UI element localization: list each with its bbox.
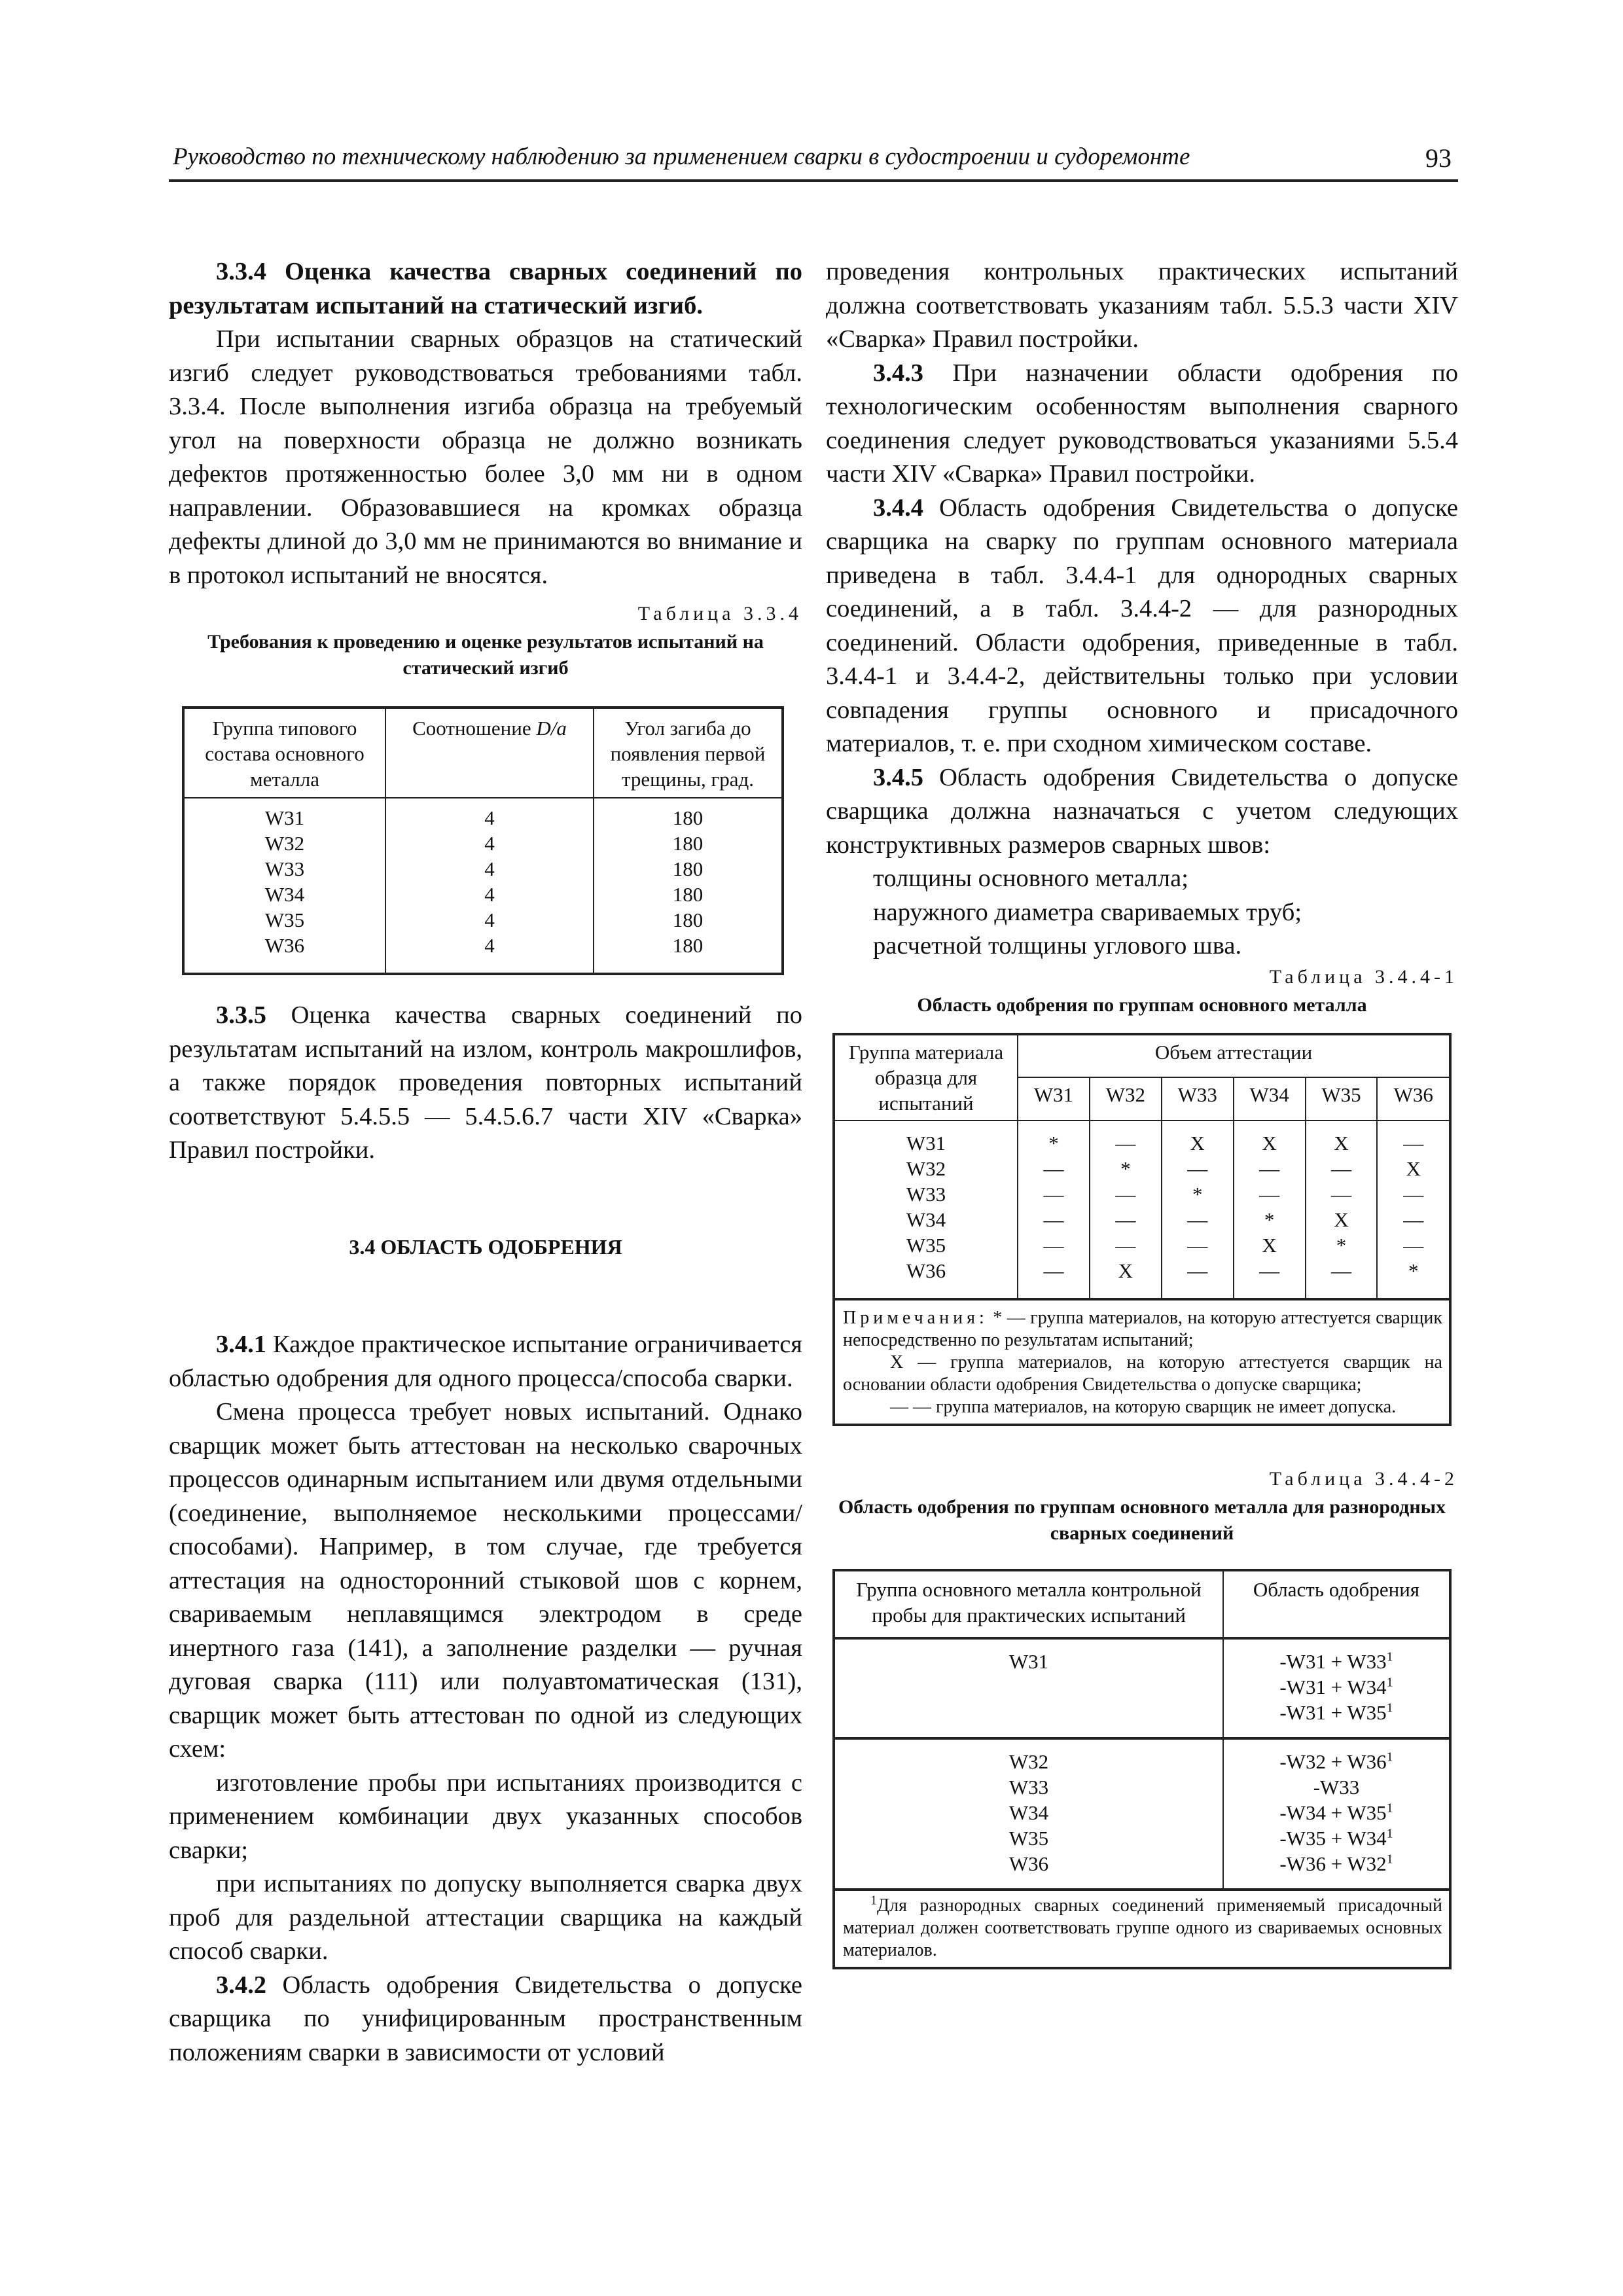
table-3-4-4-2-label: Таблица 3.4.4-2	[1269, 1467, 1458, 1490]
right-column	[826, 255, 1458, 1969]
running-title: Руководство по техническому наблюдению за применением сварки в судостроении и судоремонте	[173, 143, 1190, 170]
paragraph-scheme-1: изготовление пробы при испытаниях производится с применением комбинации двух указанных способов сварки;	[169, 1768, 802, 1864]
paragraph-3-4-5: 3.4.5 Область одобрения Свидетельства о допуске сварщика должна назначаться с учетом следующих конструктивных размеров сварных швов:	[826, 763, 1458, 859]
note-item: — — группа материалов, на которую сварщик не имеет допуска.	[890, 1396, 1397, 1417]
page-header	[169, 139, 1458, 182]
paragraph-3-4-4: 3.4.4 Область одобрения Свидетельства о допуске сварщика на сварку по группам основного материала приведена в табл. 3.4.4-1 для однородных сварных соединений, а в табл. 3.4.4-2 — для разнородных соединений. Области одобрения, приведенные в табл. 3.4.4-1 и 3.4.4-2, действительны только при условии совпадения группы основного и присадочного материалов, т. е. при сходном химическом составе.	[826, 493, 1458, 757]
table-cell-groups: W31 W32 W33 W34 W35 W36	[183, 798, 385, 974]
table-column-header: W33	[1162, 1077, 1234, 1120]
table-cell-group: W32 W33 W34 W35 W36	[834, 1738, 1223, 1890]
table-header-cell: Область одобрения	[1223, 1570, 1450, 1638]
table-header-cell: Угол загиба до появления первой трещины, град.	[594, 708, 783, 798]
table-3-3-4	[182, 706, 784, 975]
table-cell: * — — — — —	[1018, 1121, 1090, 1299]
table-column-header: W34	[1234, 1077, 1306, 1120]
table-column-header: W32	[1090, 1077, 1162, 1120]
paragraph-3-3-5: 3.3.5 Оценка качества сварных соединений по результатам испытаний на излом, контроль макрошлифов, а также порядок проведения повторных испытаний соответствуют 5.4.5.5 — 5.4.5.6.7 части XIV «Сварка» Правил постройки.	[169, 1001, 802, 1164]
table-header-cell: Соотношение D/a	[385, 708, 594, 798]
subsection-3-3-4-heading: 3.3.4 Оценка качества сварных соединений по результатам испытаний на статический изгиб.	[169, 258, 802, 319]
table-cell: — X — — — *	[1377, 1121, 1450, 1299]
table-header-cell: Группа типового состава основного металла	[183, 708, 385, 798]
table-header-cell: Объем аттестации	[1018, 1034, 1450, 1078]
table-cell-group: W31	[834, 1638, 1223, 1738]
table-column-header: W36	[1377, 1077, 1450, 1120]
paragraph-continuation: проведения контрольных практических испытаний должна соответствовать указаниям табл. 5.5.3 части XIV «Сварка» Правил постройки.	[826, 258, 1458, 353]
paragraph-3-4-1: 3.4.1 Каждое практическое испытание ограничивается областью одобрения для одного процесса/способа сварки.	[169, 1331, 802, 1392]
table-cell-scope: $-W32 + W36^1$ -W33 $-W34 + W35^1$ $-W35 + W34^1$ $-W36 + W32^1$	[1223, 1738, 1450, 1890]
table-header-cell: Группа основного металла контрольной пробы для практических испытаний	[834, 1570, 1223, 1638]
table-column-header: W35	[1306, 1077, 1378, 1120]
table-3-3-4-label: Таблица 3.3.4	[637, 603, 802, 624]
table-cell-ratio: 4 4 4 4 4 4	[385, 798, 594, 974]
table-column-header: W31	[1018, 1077, 1090, 1120]
table-notes: Примечания: * — группа материалов, на которую аттестуется сварщик непосредственно по результатам испытаний; X — группа материалов, на которую аттестуется сварщик на основании области одобрения Свидетельства о допуске сварщика; — — группа материалов, на которую сварщик не имеет допуска.	[834, 1299, 1450, 1425]
table-footnote: $^1$Для разнородных сварных соединений применяемый присадочный материал должен соответствовать группе одного из свариваемых основных материалов.	[834, 1890, 1450, 1968]
table-3-4-4-1-label: Таблица 3.4.4-1	[1269, 965, 1458, 988]
table-3-4-4-1-caption: Область одобрения по группам основного металла	[917, 994, 1367, 1016]
paragraph-process-change: Смена процесса требует новых испытаний. Однако сварщик может быть аттестован на несколько сварочных процессов одинарным испытанием или двумя отдельными (соединение, выполняемое несколькими процессами/способами). Например, в том случае, где требуется аттестация на односторонний стыковой шов с корнем, свариваемым неплавящимся электродом в среде инертного газа (141), а заполнение разделки — ручная дуговая сварка (111) или полуавтоматическая (131), сварщик может быть аттестован по одной из следующих схем:	[169, 1398, 802, 1763]
table-cell: X — — X * —	[1306, 1121, 1378, 1299]
paragraph-3-4-3: 3.4.3 При назначении области одобрения по технологическим особенностям выполнения сварного соединения следует руководствоваться указаниями 5.5.4 части XIV «Сварка» Правил постройки.	[826, 359, 1458, 488]
table-cell: X — — * X —	[1234, 1121, 1306, 1299]
table-row-labels: W31 W32 W33 W34 W35 W36	[834, 1121, 1018, 1299]
table-3-4-4-2	[832, 1569, 1452, 1969]
table-3-3-4-caption: Требования к проведению и оценке результатов испытаний на статический изгиб	[207, 631, 764, 679]
table-cell-scope: $-W31 + W33^1$ $-W31 + W34^1$ $-W31 + W35^1$	[1223, 1638, 1450, 1738]
table-header-cell: Группа материала образца для испытаний	[834, 1034, 1018, 1121]
table-3-4-4-2-caption: Область одобрения по группам основного металла для разнородных сварных соединений	[838, 1496, 1446, 1544]
list-item: расчетной толщины углового шва.	[873, 932, 1242, 960]
list-item: наружного диаметра свариваемых труб;	[873, 898, 1302, 926]
table-cell-angle: 180 180 180 180 180 180	[594, 798, 783, 974]
page-number: 93	[1425, 143, 1452, 173]
notes-label: Примечания:	[843, 1307, 988, 1328]
paragraph-scheme-2: при испытаниях по допуску выполняется сварка двух проб для раздельной аттестации сварщика на каждый способ сварки.	[169, 1870, 802, 1965]
table-3-4-4-1	[832, 1033, 1452, 1426]
table-cell: X — * — — —	[1162, 1121, 1234, 1299]
left-column	[169, 255, 802, 2070]
note-item: X — группа материалов, на которую аттестуется сварщик на основании области одобрения Свидетельства о допуске сварщика;	[843, 1352, 1442, 1395]
section-3-4-title: 3.4 ОБЛАСТЬ ОДОБРЕНИЯ	[349, 1234, 622, 1259]
paragraph-3-3-4: При испытании сварных образцов на статический изгиб следует руководствоваться требованиями табл. 3.3.4. После выполнения изгиба образца на требуемый угол на поверхности образца не должно возникать дефектов протяженностью более 3,0 мм ни в одном направлении. Образовавшиеся на кромках образца дефекты длиной до 3,0 мм не принимаются во внимание и в протокол испытаний не вносятся.	[169, 325, 802, 589]
paragraph-3-4-2: 3.4.2 Область одобрения Свидетельства о допуске сварщика по унифицированным пространственным положениям сварки в зависимости от условий	[169, 1971, 802, 2066]
list-item: толщины основного металла;	[873, 865, 1188, 892]
table-cell: — * — — — X	[1090, 1121, 1162, 1299]
